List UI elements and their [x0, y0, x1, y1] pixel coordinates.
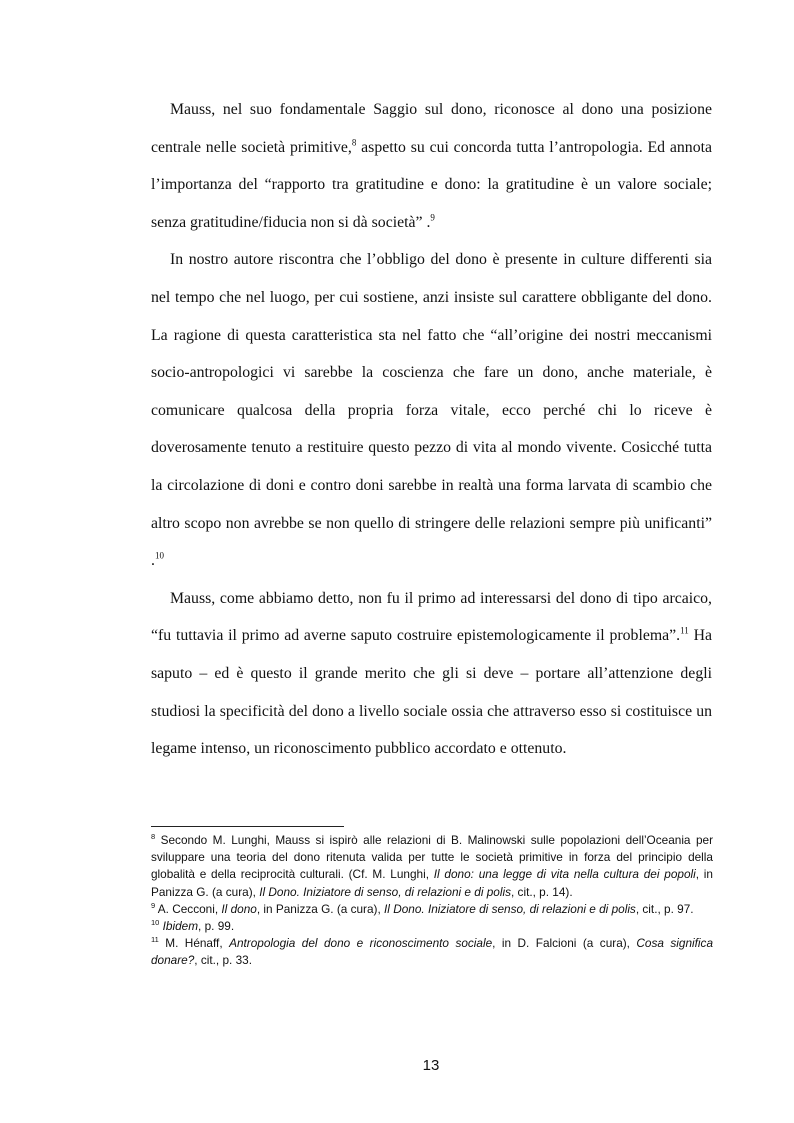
footnote-ref-8[interactable]: 8	[351, 137, 357, 148]
footnote-9-title-2: Il Dono. Iniziatore di senso, di relazioni e di polis	[384, 901, 636, 916]
footnote-10-text: , p. 99.	[198, 919, 235, 934]
paragraph-2	[151, 241, 712, 579]
footnote-11-title: Antropologia del dono e riconoscimento sociale	[229, 936, 493, 951]
paragraph-3-text-b: Ha saputo – ed è questo il grande merito che gli si deve – portare all’attenzione degli studiosi la specificità del dono a livello sociale ossia che attraverso esso si costituisce un legame intenso, un riconoscimento pubblico accordato e ottenuto.	[151, 627, 712, 758]
footnote-9-text-3: , cit., p. 97.	[635, 901, 694, 916]
footnote-ref-11[interactable]: 11	[680, 626, 689, 637]
paragraph-1-text-a: Mauss, nel suo fondamentale Saggio sul dono, riconosce al dono una posizione centrale nelle società primitive,	[151, 101, 712, 156]
footnote-9-number: 9	[151, 900, 156, 910]
footnote-8-text: Secondo M. Lunghi, Mauss si ispirò alle relazioni di B. Malinowski sulle popolazioni dell’Oceania per sviluppare una teoria del dono ritenuta valida per tutte le società primitive in forza del principio della globalità e della reciprocità culturali. (Cf. M. Lunghi,	[151, 833, 713, 882]
footnote-11-text: M. Hénaff,	[158, 936, 230, 951]
page-number: 13	[422, 1057, 440, 1074]
paragraph-1	[151, 91, 712, 241]
footnote-11-text-2: , in D. Falcioni (a cura),	[492, 936, 637, 951]
footnote-10	[151, 918, 713, 935]
footnote-11	[151, 935, 713, 969]
body-text	[151, 91, 712, 768]
paragraph-2-text: In nostro autore riscontra che l’obbligo del dono è presente in culture differenti sia nel tempo che nel luogo, per cui sostiene, anzi insiste sul carattere obbligante del dono. La ragione di questa caratteristica sta nel fatto che “all’origine dei nostri meccanismi socio-antropologici vi sarebbe la coscienza che fare un dono, anche materiale, è comunicare qualcosa della propria forza vitale, ecco perché chi lo riceve è doverosamente tenuto a restituire questo pezzo di vita al mondo vivente. Cosicché tutta la circolazione di doni e contro doni sarebbe in realtà una forma larvata di scambio che altro scopo non avrebbe se non quello di stringere delle relazioni sempre più unificanti” .	[151, 251, 712, 570]
footnotes	[151, 832, 713, 970]
footnote-10-number: 10	[151, 918, 160, 928]
footnote-separator	[151, 826, 344, 827]
footnote-8-text-3: , cit., p. 14).	[511, 884, 573, 899]
footnote-9-text: A. Cecconi,	[155, 901, 222, 916]
footnote-ref-9[interactable]: 9	[430, 212, 435, 223]
paragraph-1-text-b: aspetto su cui concorda tutta l’antropologia. Ed annota l’importanza del “rapporto tra gratitudine e dono: la gratitudine è un valore sociale; senza gratitudine/fiducia non si dà società” .	[151, 138, 712, 231]
footnote-9-text-2: , in Panizza G. (a cura),	[256, 901, 385, 916]
paragraph-3-text-a: Mauss, come abbiamo detto, non fu il primo ad interessarsi del dono di tipo arcaico, “fu tuttavia il primo ad averne saputo costruire epistemologicamente il problema”.	[151, 589, 712, 645]
paragraph-3	[151, 580, 712, 768]
footnote-8	[151, 832, 713, 901]
footnote-11-title-2: Cosa significa donare?	[151, 936, 714, 968]
footnote-8-title-2: Il Dono. Iniziatore di senso, di relazioni e di polis	[259, 884, 511, 899]
footnote-11-number: 11	[151, 935, 159, 945]
footnote-ref-10[interactable]: 10	[154, 550, 164, 561]
footnote-8-title: Il dono: una legge di vita nella cultura dei popoli	[433, 867, 696, 882]
footnote-9-title: Il dono	[221, 901, 257, 916]
footnote-11-text-3: , cit., p. 33.	[194, 953, 252, 968]
footnote-8-number: 8	[151, 832, 156, 842]
footnote-9	[151, 901, 713, 918]
footnote-8-text-2: , in Panizza G. (a cura),	[151, 867, 713, 899]
footnote-10-title: Ibidem	[159, 919, 199, 934]
